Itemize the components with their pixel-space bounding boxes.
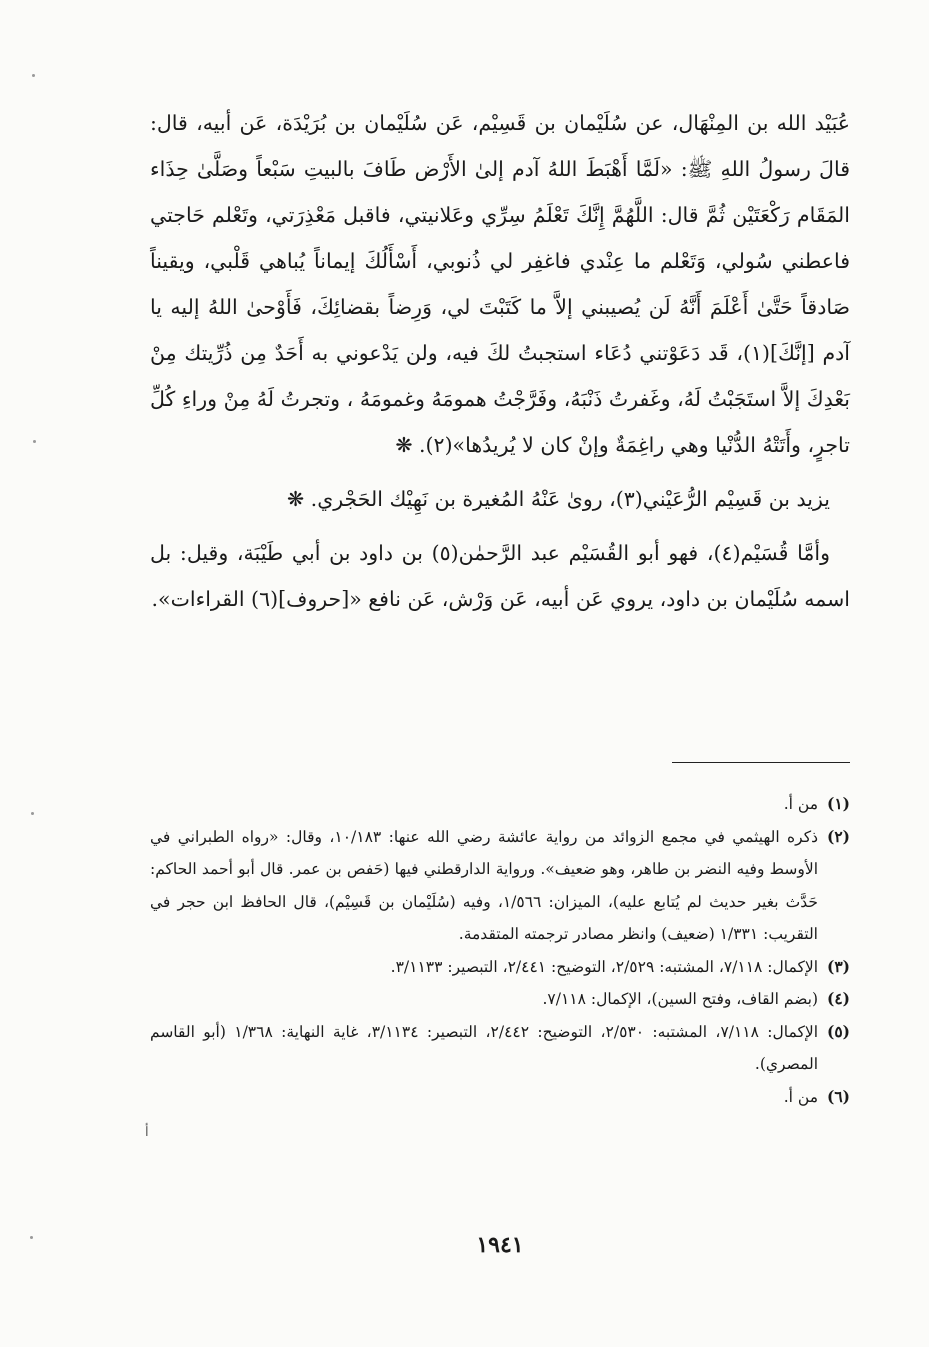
footnote	[150, 951, 850, 984]
margin-mark: أ	[145, 1125, 149, 1140]
paragraph-yazid: يزيد بن قَسِيْم الرُّعَيْني(٣)، روىٰ عَنْهُ المُغيرة بن نَهِيْك الحَجْري. ❋	[286, 487, 830, 511]
footnote-text: ذكره الهيثمي في مجمع الزوائد من رواية عائشة رضي الله عنها: ١٠/١٨٣، وقال: «رواه الطبراني في الأوسط وفيه النضر بن طاهر، وهو ضعيف». ورواية الدارقطني فيها (حَفص بن عمر. قال أبو أحمد الحاكم: حَدَّث بغير حديث لم يُتابع عليه)، الميزان: ١/٥٦٦، وفيه (سُلَيْمان بن قَسِيْم)، قال الحافظ ابن حجر في التقريب: ١/٣٣١ (ضعيف) وانظر مصادر ترجمته المتقدمة.	[150, 827, 818, 943]
book-page	[150, 100, 850, 1340]
scan-speck	[31, 812, 34, 815]
main-text	[150, 100, 850, 622]
footnote	[150, 821, 850, 951]
footnote-text: (بضم القاف، وفتح السين)، الإكمال: ٧/١١٨.	[542, 990, 818, 1008]
paragraph-qusaym: وأمَّا قُسَيْم(٤)، فهو أبو القُسَيْم عبد الرَّحمٰن(٥) بن داود بن أبي طَيْبَة، وقيل: بل اسمه سُلَيْمان بن داود، يروي عَن أبيه، عَن وَرْش، عَن نافع «[حروف](٦) القراءات».	[150, 541, 850, 611]
footnotes	[150, 788, 850, 1113]
footnote-text: من أ.	[783, 1087, 818, 1106]
scan-speck	[33, 440, 36, 443]
footnote	[150, 788, 850, 821]
page-number: ١٩٤١	[476, 1232, 524, 1258]
footnote-number: (٤)	[826, 989, 850, 1008]
footnote-number: (٦)	[826, 1086, 850, 1106]
footnote-number: (١)	[826, 794, 850, 813]
footnote-text: من أ.	[783, 795, 818, 813]
footnote-number: (٢)	[826, 826, 850, 846]
footnote-separator	[672, 762, 850, 763]
footnote-text: الإكمال: ٧/١١٨، المشتبه: ٢/٥٢٩، التوضيح: ٢/٤٤١، التبصير: ٣/١١٣٣.	[390, 957, 818, 976]
footnote	[150, 1081, 850, 1114]
scan-speck	[30, 1236, 33, 1239]
paragraph-hadith: عُبَيْد الله بن المِنْهَال، عن سُلَيْمان بن قَسِيْم، عَن سُلَيْمان بن بُرَيْدَة، عَن أبيه، قال: قالَ رسولُ اللهِ ﷺ: «لَمَّا أَهْبَطَ اللهُ آدم إلىٰ الأَرْض طَافَ بالبيتِ سَبْعاً وصَلَّىٰ حِذَاء المَقَام رَكْعَتَيْن ثُمَّ قال: اللَّهُمَّ إِنَّكَ تَعْلَمُ سِرِّي وعَلانيتي، فاقبل مَعْذِرَتي، وتَعْلم حَاجتي فاعطني سُولي، وَتَعْلم ما عِنْدي فاغفِر لي ذُنوبي، أَسْأَلُكَ إيماناً يُباهي قَلْبي، ويقيناً صَادقاً حَتَّىٰ أَعْلَمَ أَنَّهُ لَن يُصيبني إلاَّ ما كَتَبْتَ لي، وَرِضاً بقضائِكَ، فَأَوْحىٰ اللهُ إليه يا آدم [إنَّكَ](١)، قَد دَعَوْتني دُعَاء استجبتُ لكَ فيه، ولن يَدْعوني به أَحَدٌ مِن ذُرِّيتك مِنْ بَعْدِكَ إلاَّ استَجَبْتُ لَهُ، وغَفرتُ ذَنْبَهُ، وفَرَّجْتُ همومَهُ وغمومَهُ ، وتجرتُ لَهُ مِنْ وراءِ كُلِّ تاجرٍ، وأَتَتْهُ الدُّنْيا وهي راغِمَةٌ وإنْ كان لا يُريدُها»(٢). ❋	[150, 111, 850, 457]
footnote	[150, 983, 850, 1016]
scan-speck	[32, 74, 35, 77]
footnote	[150, 1016, 850, 1081]
footnote-text: الإكمال: ٧/١١٨، المشتبه: ٢/٥٣٠، التوضيح: ٢/٤٤٢، التبصير: ٣/١١٣٤، غاية النهاية: ١/٣٦٨ (أبو القاسم المصري).	[150, 1022, 819, 1073]
footnote-number: (٣)	[826, 956, 850, 976]
footnote-number: (٥)	[826, 1021, 850, 1041]
